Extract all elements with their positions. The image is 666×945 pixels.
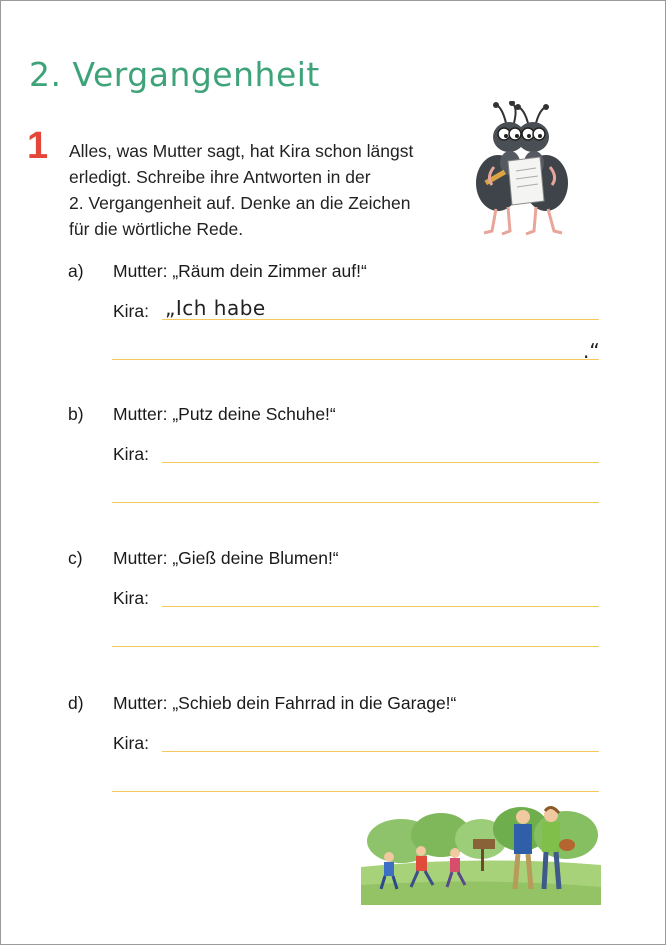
answer-end-text: .“ [583,339,600,363]
kira-label: Kira: [113,733,149,753]
mutter-quote: Mutter: „Schieb dein Fahrrad in die Garage!“ [113,693,457,713]
kira-label: Kira: [113,444,149,464]
answer-line[interactable] [162,319,599,320]
answer-line[interactable] [162,751,599,752]
exercise-letter: d) [68,693,84,713]
instruction-line: erledigt. Schreibe ihre Antworten in der [69,167,371,187]
task-number: 1 [27,125,49,167]
kira-label: Kira: [113,588,149,608]
mutter-quote: Mutter: „Räum dein Zimmer auf!“ [113,261,367,281]
answer-line[interactable] [162,606,599,607]
instruction-line: Alles, was Mutter sagt, hat Kira schon längst [69,141,414,161]
page-title: 2. Vergangenheit [29,55,320,94]
answer-line[interactable] [162,462,599,463]
answer-line[interactable] [112,359,599,360]
answer-start-text: „Ich habe [165,296,266,320]
mutter-quote: Mutter: „Putz deine Schuhe!“ [113,404,336,424]
answer-line[interactable] [112,502,599,503]
kira-label: Kira: [113,301,149,321]
instruction-line: 2. Vergangenheit auf. Denke an die Zeichen [69,193,411,213]
answer-line[interactable] [112,646,599,647]
exercise-letter: a) [68,261,84,281]
instruction-line: für die wörtliche Rede. [69,219,244,239]
ants-illustration [466,101,578,237]
answer-line[interactable] [112,791,599,792]
exercise-letter: b) [68,404,84,424]
exercise-letter: c) [68,548,83,568]
mutter-quote: Mutter: „Gieß deine Blumen!“ [113,548,339,568]
park-illustration [361,805,601,905]
task-instruction [69,138,469,242]
